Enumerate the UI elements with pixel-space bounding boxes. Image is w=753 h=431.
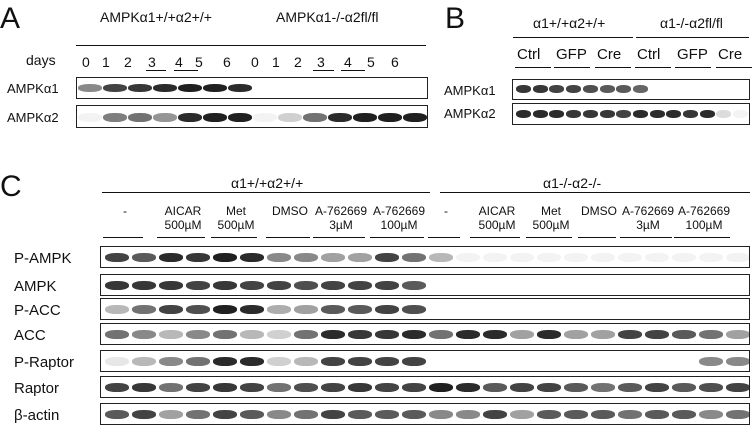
panel-b-lane-label: Ctrl bbox=[517, 46, 541, 63]
panel-b-lane-underline bbox=[515, 67, 551, 68]
band bbox=[348, 253, 372, 262]
panel-b-group1-label: α1+/+α2+/+ bbox=[533, 15, 606, 31]
band bbox=[267, 281, 291, 290]
band bbox=[510, 383, 534, 392]
band bbox=[203, 113, 227, 122]
band bbox=[564, 410, 588, 419]
panel-a-day-label: 6 bbox=[391, 54, 399, 70]
band bbox=[402, 330, 426, 339]
band bbox=[267, 330, 291, 339]
panel-c-condition-underline bbox=[211, 237, 257, 238]
band bbox=[228, 84, 252, 92]
band bbox=[645, 383, 669, 392]
band bbox=[533, 85, 548, 93]
panel-c-blot bbox=[100, 376, 750, 398]
band bbox=[132, 383, 156, 392]
condition-line1: A-762669 bbox=[621, 204, 675, 218]
band bbox=[294, 357, 318, 366]
panel-c-blot bbox=[100, 350, 750, 372]
band bbox=[159, 305, 183, 314]
band bbox=[128, 84, 152, 92]
band bbox=[78, 84, 102, 92]
condition-line2 bbox=[103, 219, 147, 233]
band bbox=[566, 85, 581, 93]
panel-b-lane-label: Cre bbox=[597, 46, 622, 63]
panel-a-group1-label bbox=[100, 10, 212, 24]
band bbox=[537, 383, 561, 392]
panel-c-condition-underline bbox=[674, 237, 730, 238]
band bbox=[213, 383, 237, 392]
band bbox=[203, 84, 227, 92]
band bbox=[78, 113, 102, 122]
panel-c-condition-label bbox=[620, 205, 676, 233]
band bbox=[726, 357, 750, 366]
band bbox=[510, 330, 534, 339]
condition-line2: 500µM bbox=[217, 217, 255, 232]
band bbox=[456, 330, 480, 339]
band bbox=[105, 357, 129, 366]
band bbox=[672, 410, 696, 419]
panel-a-day-label: 6 bbox=[223, 54, 231, 70]
band bbox=[699, 410, 723, 419]
band bbox=[403, 113, 427, 122]
band bbox=[510, 253, 534, 262]
panel-b-lane-underline bbox=[635, 67, 671, 68]
band bbox=[321, 410, 345, 419]
band bbox=[132, 330, 156, 339]
panel-a-day-label: 4 bbox=[344, 54, 352, 70]
panel-a-day-label: 2 bbox=[294, 54, 302, 70]
panel-a-row-label-2: AMPKα2 bbox=[7, 110, 59, 125]
band bbox=[253, 113, 277, 122]
band bbox=[591, 410, 615, 419]
band bbox=[186, 305, 210, 314]
band bbox=[650, 110, 665, 118]
band bbox=[178, 84, 202, 92]
band bbox=[105, 383, 129, 392]
band bbox=[103, 84, 127, 92]
band bbox=[213, 305, 237, 314]
panel-c-blot bbox=[100, 323, 750, 345]
band bbox=[186, 357, 210, 366]
band bbox=[700, 110, 715, 118]
band bbox=[456, 253, 480, 262]
panel-b-lane-underline bbox=[675, 67, 711, 68]
band bbox=[402, 281, 426, 290]
band bbox=[533, 110, 548, 118]
band bbox=[510, 410, 534, 419]
panel-b-row-label-2: AMPKα2 bbox=[444, 106, 496, 121]
condition-line1: A-762669 bbox=[314, 204, 368, 218]
condition-line2: 500µM bbox=[532, 217, 570, 232]
panel-c-group2-label: α1-/-α2-/- bbox=[543, 175, 602, 191]
condition-line2 bbox=[428, 219, 464, 233]
panel-a-day-label: 3 bbox=[317, 54, 325, 70]
band bbox=[105, 281, 129, 290]
band bbox=[348, 357, 372, 366]
panel-a-day-label: 1 bbox=[102, 54, 110, 70]
panel-c-condition-label bbox=[103, 205, 147, 233]
band bbox=[564, 383, 588, 392]
band bbox=[186, 281, 210, 290]
band bbox=[294, 305, 318, 314]
band bbox=[105, 305, 129, 314]
band bbox=[549, 110, 564, 118]
band bbox=[159, 357, 183, 366]
band bbox=[321, 383, 345, 392]
band bbox=[294, 253, 318, 262]
band bbox=[699, 330, 723, 339]
band bbox=[267, 383, 291, 392]
panel-c-condition-label bbox=[266, 205, 314, 233]
band bbox=[726, 383, 750, 392]
band bbox=[132, 357, 156, 366]
panel-c-condition-label bbox=[370, 205, 428, 233]
condition-line1: DMSO bbox=[272, 204, 308, 218]
panel-c-condition-label bbox=[313, 205, 369, 233]
panel-b-lane-underline bbox=[595, 67, 631, 68]
panel-b-row-label-1: AMPKα1 bbox=[444, 83, 496, 98]
panel-a-blot-ampk-a2 bbox=[76, 105, 428, 128]
band bbox=[733, 110, 748, 118]
band bbox=[591, 383, 615, 392]
band bbox=[240, 253, 264, 262]
band bbox=[402, 253, 426, 262]
band bbox=[353, 113, 377, 122]
band bbox=[303, 113, 327, 122]
panel-c-row-label: Raptor bbox=[14, 380, 60, 397]
band bbox=[633, 85, 648, 93]
panel-a-day-underline bbox=[341, 70, 365, 71]
band bbox=[726, 330, 750, 339]
condition-line1: A-762669 bbox=[677, 204, 731, 218]
panel-a-day-label: 2 bbox=[124, 54, 132, 70]
panel-c-condition-label bbox=[470, 205, 524, 233]
band bbox=[267, 357, 291, 366]
band bbox=[132, 253, 156, 262]
panel-c-blot bbox=[100, 298, 750, 320]
panel-a-days-label: days bbox=[26, 52, 56, 68]
band bbox=[402, 305, 426, 314]
band bbox=[213, 357, 237, 366]
panel-b-letter: B bbox=[445, 2, 466, 35]
band bbox=[402, 383, 426, 392]
band bbox=[516, 85, 531, 93]
band bbox=[294, 410, 318, 419]
band bbox=[699, 253, 723, 262]
panel-b-lane-underline bbox=[716, 67, 752, 68]
band bbox=[645, 410, 669, 419]
band bbox=[178, 113, 202, 122]
band bbox=[321, 330, 345, 339]
panel-a-day-label: 0 bbox=[82, 54, 90, 70]
panel-a-group2-text: AMPKα1-/-α2fl/fl bbox=[276, 9, 379, 25]
band bbox=[321, 305, 345, 314]
panel-c-blot bbox=[100, 403, 750, 425]
panel-c-condition-underline bbox=[266, 237, 310, 238]
band bbox=[375, 410, 399, 419]
band bbox=[294, 383, 318, 392]
panel-c-condition-underline bbox=[526, 237, 572, 238]
band bbox=[618, 383, 642, 392]
band bbox=[645, 253, 669, 262]
panel-b-lane-label: GFP bbox=[556, 46, 587, 63]
band bbox=[294, 330, 318, 339]
band bbox=[456, 383, 480, 392]
band bbox=[240, 305, 264, 314]
band bbox=[683, 110, 698, 118]
band bbox=[240, 330, 264, 339]
band bbox=[186, 410, 210, 419]
band bbox=[672, 383, 696, 392]
condition-line1: A-762669 bbox=[372, 204, 426, 218]
band bbox=[726, 253, 750, 262]
band bbox=[600, 110, 615, 118]
band bbox=[564, 253, 588, 262]
band bbox=[537, 253, 561, 262]
band bbox=[378, 113, 402, 122]
band bbox=[105, 330, 129, 339]
panel-c-condition-underline bbox=[620, 237, 672, 238]
band bbox=[375, 281, 399, 290]
panel-a-day-underline bbox=[313, 70, 334, 71]
condition-line2: 100µM bbox=[685, 217, 723, 232]
band bbox=[348, 383, 372, 392]
panel-a-day-label: 4 bbox=[175, 54, 183, 70]
band bbox=[240, 281, 264, 290]
band bbox=[672, 253, 696, 262]
condition-line2 bbox=[266, 219, 314, 233]
panel-b-group2-line bbox=[636, 37, 749, 38]
condition-line1: DMSO bbox=[581, 204, 617, 218]
band bbox=[348, 410, 372, 419]
band bbox=[213, 281, 237, 290]
panel-a-day-label: 5 bbox=[367, 54, 375, 70]
band bbox=[267, 253, 291, 262]
band bbox=[103, 113, 127, 122]
band bbox=[159, 383, 183, 392]
panel-c-row-label: P-ACC bbox=[14, 302, 61, 319]
band bbox=[716, 110, 731, 118]
panel-c-blot bbox=[100, 246, 750, 268]
band bbox=[348, 281, 372, 290]
band bbox=[699, 357, 723, 366]
panel-c-condition-label bbox=[578, 205, 620, 233]
condition-line1: AICAR bbox=[478, 204, 516, 218]
panel-c-row-label: P-AMPK bbox=[14, 250, 72, 267]
band bbox=[483, 410, 507, 419]
band bbox=[456, 410, 480, 419]
band bbox=[128, 113, 152, 122]
band bbox=[699, 383, 723, 392]
panel-c-condition-label bbox=[157, 205, 209, 233]
band bbox=[564, 330, 588, 339]
band bbox=[213, 330, 237, 339]
band bbox=[429, 410, 453, 419]
band bbox=[159, 330, 183, 339]
condition-line2 bbox=[578, 219, 620, 233]
band bbox=[375, 383, 399, 392]
panel-c-condition-underline bbox=[103, 237, 143, 238]
band bbox=[213, 253, 237, 262]
panel-c-row-label: AMPK bbox=[14, 278, 57, 295]
panel-c-condition-label bbox=[211, 205, 261, 233]
band bbox=[240, 383, 264, 392]
condition-line2: 500µM bbox=[478, 217, 516, 232]
condition-line2: 3µM bbox=[329, 217, 353, 232]
panel-a-day-label: 3 bbox=[148, 54, 156, 70]
panel-a-blot-ampk-a1 bbox=[76, 77, 428, 99]
band bbox=[633, 110, 648, 118]
band bbox=[429, 330, 453, 339]
condition-line2: 100µM bbox=[380, 217, 418, 232]
band bbox=[375, 357, 399, 366]
band bbox=[132, 281, 156, 290]
band bbox=[159, 281, 183, 290]
band bbox=[186, 253, 210, 262]
panel-c-row-label: ACC bbox=[14, 327, 46, 344]
band bbox=[294, 281, 318, 290]
band bbox=[483, 330, 507, 339]
band bbox=[618, 253, 642, 262]
panel-b-blot-ampk-a2 bbox=[512, 103, 750, 125]
condition-line1: Met bbox=[540, 204, 561, 218]
condition-line1: - bbox=[444, 204, 448, 218]
band bbox=[616, 110, 631, 118]
panel-c-group2-line bbox=[440, 192, 750, 193]
panel-c-condition-underline bbox=[428, 237, 460, 238]
band bbox=[375, 305, 399, 314]
band bbox=[348, 330, 372, 339]
panel-c-condition-underline bbox=[370, 237, 424, 238]
panel-a-day-underline bbox=[146, 70, 166, 71]
panel-a-group1-text: AMPKα1+/+α2+/+ bbox=[100, 9, 212, 25]
band bbox=[537, 330, 561, 339]
panel-b-group2-label: α1-/-α2fl/fl bbox=[660, 15, 723, 31]
band bbox=[616, 85, 631, 93]
panel-c-row-label: P-Raptor bbox=[14, 354, 75, 371]
panel-c-group1-label: α1+/+α2+/+ bbox=[231, 175, 304, 191]
band bbox=[105, 410, 129, 419]
band bbox=[402, 357, 426, 366]
panel-a-group2-line bbox=[246, 45, 426, 46]
band bbox=[429, 383, 453, 392]
band bbox=[321, 281, 345, 290]
band bbox=[132, 305, 156, 314]
band bbox=[321, 253, 345, 262]
band bbox=[726, 410, 750, 419]
panel-b-blot-ampk-a1 bbox=[512, 79, 750, 100]
panel-a-row-label-1: AMPKα1 bbox=[7, 81, 59, 96]
band bbox=[267, 305, 291, 314]
band bbox=[583, 110, 598, 118]
panel-a-day-label: 0 bbox=[251, 54, 259, 70]
band bbox=[105, 253, 129, 262]
panel-b-lane-label: GFP bbox=[677, 46, 708, 63]
panel-c-condition-underline bbox=[578, 237, 616, 238]
panel-b-lane-label: Ctrl bbox=[637, 46, 661, 63]
band bbox=[348, 305, 372, 314]
band bbox=[186, 330, 210, 339]
panel-a-group2-label bbox=[276, 10, 379, 24]
band bbox=[159, 253, 183, 262]
panel-a-day-underline bbox=[174, 70, 198, 71]
panel-b-group1-line bbox=[513, 37, 633, 38]
band bbox=[483, 253, 507, 262]
band bbox=[278, 113, 302, 122]
panel-c-condition-underline bbox=[157, 237, 205, 238]
band bbox=[583, 85, 598, 93]
band bbox=[549, 85, 564, 93]
band bbox=[618, 410, 642, 419]
band bbox=[516, 110, 531, 118]
panel-a-day-label: 5 bbox=[195, 54, 203, 70]
panel-b-lane-label: Cre bbox=[718, 46, 743, 63]
band bbox=[666, 110, 681, 118]
band bbox=[402, 410, 426, 419]
band bbox=[132, 410, 156, 419]
panel-a-group1-line bbox=[76, 45, 258, 46]
band bbox=[186, 383, 210, 392]
band bbox=[618, 330, 642, 339]
band bbox=[600, 85, 615, 93]
panel-c-group1-line bbox=[102, 192, 430, 193]
panel-a-letter: A bbox=[0, 2, 21, 35]
band bbox=[537, 410, 561, 419]
band bbox=[240, 357, 264, 366]
panel-c-letter: C bbox=[0, 170, 22, 203]
condition-line2: 3µM bbox=[636, 217, 660, 232]
panel-b-lane-underline bbox=[554, 67, 590, 68]
band bbox=[153, 84, 177, 92]
panel-c-condition-underline bbox=[470, 237, 520, 238]
band bbox=[375, 330, 399, 339]
condition-line2: 500µM bbox=[164, 217, 202, 232]
band bbox=[375, 253, 399, 262]
band bbox=[591, 330, 615, 339]
band bbox=[153, 113, 177, 122]
panel-c-condition-label bbox=[674, 205, 734, 233]
band bbox=[429, 253, 453, 262]
panel-c-blot bbox=[100, 274, 750, 296]
condition-line1: - bbox=[123, 204, 127, 218]
band bbox=[672, 330, 696, 339]
panel-c-condition-label bbox=[526, 205, 576, 233]
band bbox=[328, 113, 352, 122]
panel-a-day-label: 1 bbox=[272, 54, 280, 70]
band bbox=[267, 410, 291, 419]
band bbox=[591, 253, 615, 262]
band bbox=[240, 410, 264, 419]
band bbox=[321, 357, 345, 366]
band bbox=[228, 113, 252, 122]
condition-line1: Met bbox=[225, 204, 246, 218]
band bbox=[483, 383, 507, 392]
band bbox=[159, 410, 183, 419]
band bbox=[566, 110, 581, 118]
panel-c-condition-label bbox=[428, 205, 464, 233]
condition-line1: AICAR bbox=[164, 204, 202, 218]
panel-c-condition-underline bbox=[313, 237, 365, 238]
band bbox=[645, 330, 669, 339]
band bbox=[213, 410, 237, 419]
panel-c-row-label: β-actin bbox=[14, 407, 60, 424]
